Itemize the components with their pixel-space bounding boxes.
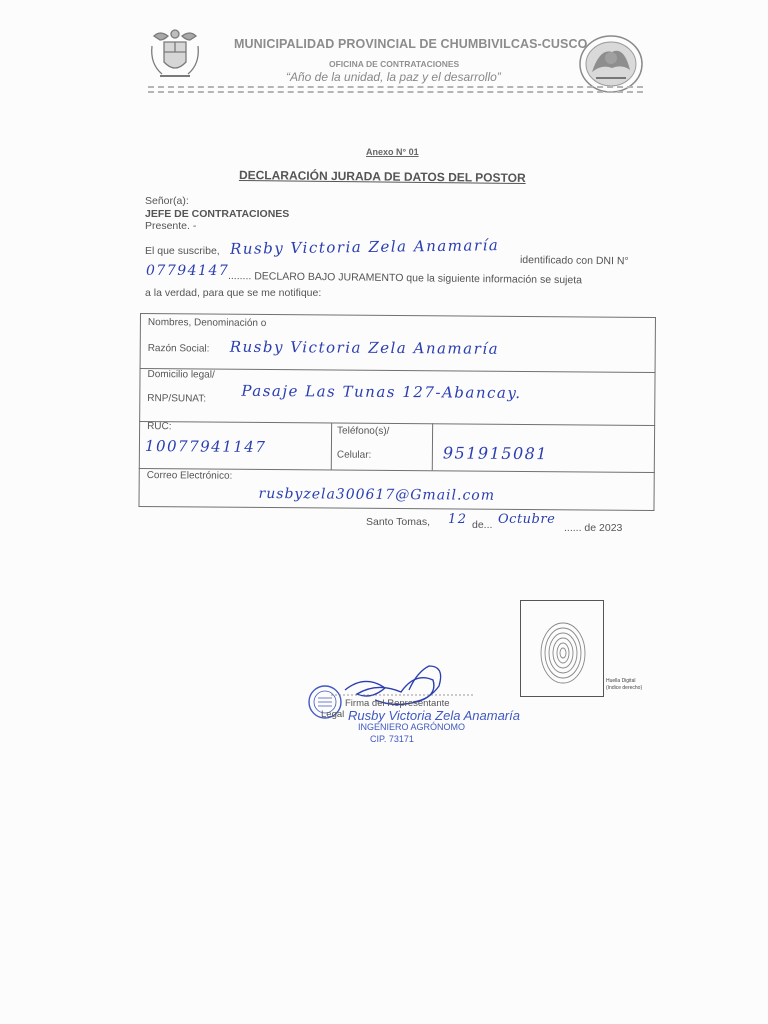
declaration-title: DECLARACIÓN JURADA DE DATOS DEL POSTOR [238,168,526,186]
date-de: de... [472,519,493,531]
letterhead-office: OFICINA DE CONTRATACIONES [329,59,460,69]
fingerprint-icon [521,601,603,696]
letterhead-rule [148,86,643,88]
cell-label: Celular: [336,449,372,461]
table-border [653,317,656,511]
salutation: Señor(a): [145,195,189,207]
presente: Presente. - [145,220,197,232]
address-value: Pasaje Las Tunas 127-Abancay. [241,381,522,402]
table-border [139,421,655,426]
signature-caption-line-1: Firma del Representante [345,698,450,709]
signature-caption-line-2: Legal [321,709,345,720]
identified-with: identificado con DNI N° [519,254,629,268]
email-value: rusbyzela300617@Gmail.com [258,485,496,504]
date-year: ...... de 2023 [564,522,623,534]
letterhead-rule [148,91,643,93]
letterhead-motto: “Año de la unidad, la paz y el desarrollo” [286,70,501,84]
handwritten-signer-name: Rusby Victoria Zela Anamaría [229,236,500,258]
recipient: JEFE DE CONTRATACIONES [145,208,290,220]
name-value: Rusby Victoria Zela Anamaría [229,337,500,358]
date-place: Santo Tomas, [366,516,431,528]
business-name-label: Razón Social: [147,343,210,355]
address-label: Domicilio legal/ [147,369,215,381]
handwritten-dni: 07794147 [146,263,230,279]
table-border [331,423,332,470]
fingerprint-box [520,600,604,697]
letterhead-title: MUNICIPALIDAD PROVINCIAL DE CHUMBIVILCAS-CUSCO [234,37,588,51]
coat-of-arms-icon [146,26,204,84]
name-label: Nombres, Denominación o [147,317,267,329]
phone-label: Teléfono(s)/ [337,425,390,437]
stamp-role: INGENIERO AGRÓNOMO [358,722,466,732]
table-border [138,313,141,507]
rnp-sunat-label: RNP/SUNAT: [147,393,207,405]
fingerprint-caption-line: Huella Digital [606,678,636,684]
date-day: 12 [448,512,468,527]
table-border [140,368,656,373]
table-border [138,506,654,511]
cell-value: 951915081 [442,443,549,464]
table-border [432,423,433,470]
municipal-seal-icon [578,34,644,94]
annex-number: Anexo N° 01 [366,147,419,157]
sworn-declaration: ........ DECLARO BAJO JURAMENTO que la siguiente información se sujeta [227,270,583,287]
subscribe-prefix: El que suscribe, [145,245,220,257]
date-month: Octubre [498,512,556,527]
stamp-name: Rusby Victoria Zela Anamaría [348,708,520,723]
fingerprint-caption [606,678,642,692]
email-label: Correo Electrónico: [146,470,233,482]
postor-data-table [138,313,656,511]
ruc-value: 10077941147 [144,437,267,456]
fingerprint-caption-line: (índice derecho) [606,685,643,691]
stamp-cip: CIP. 73171 [370,734,414,744]
ruc-label: RUC: [147,421,172,433]
declaration-continuation: a la verdad, para que se me notifique: [145,287,322,299]
